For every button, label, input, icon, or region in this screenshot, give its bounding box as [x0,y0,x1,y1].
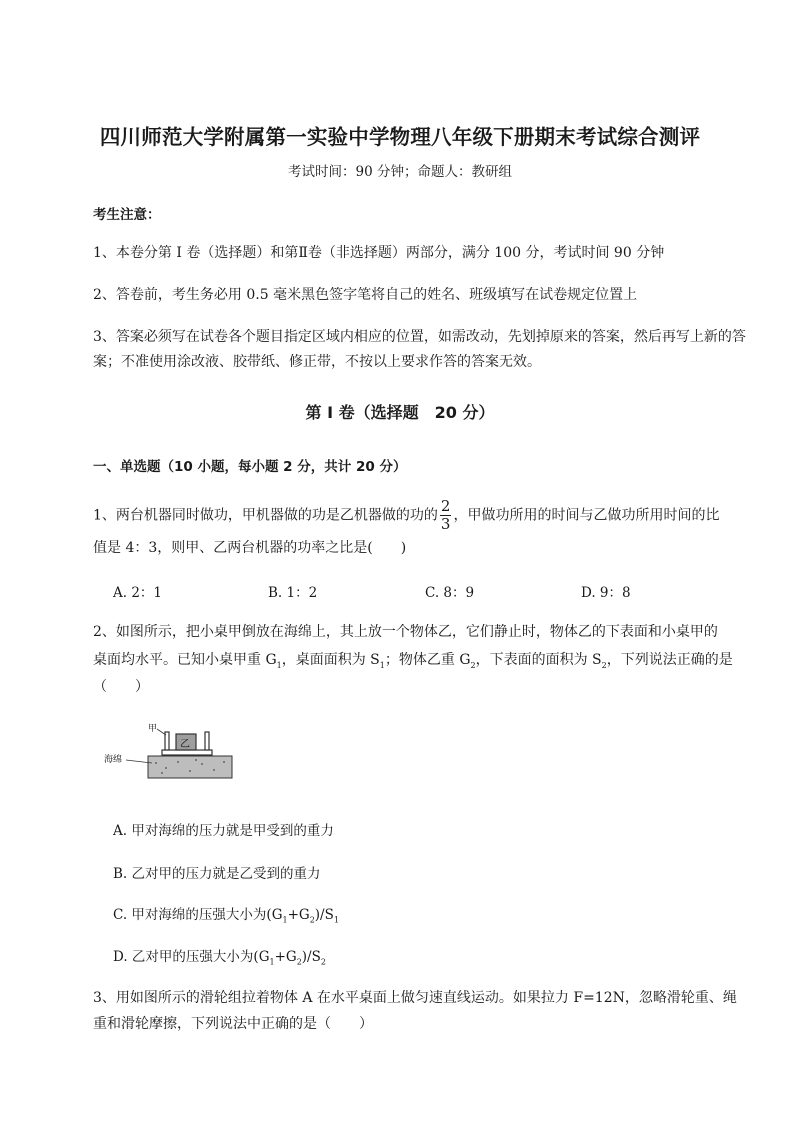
q2-d-text-a: D. 乙对甲的压强大小为(G [113,949,270,965]
label-yi: 乙 [180,739,190,750]
q2-text-a: 桌面均水平。已知小桌甲重 G [93,652,277,668]
subscript: 2 [601,660,607,670]
q1-line-2: 值是 4：3，则甲、乙两台机器的功率之比是( ) [93,540,407,556]
subscript: 2 [470,660,476,670]
q2-line-2 [93,648,753,678]
q2-text-b: ，桌面面积为 S [281,652,380,668]
q2-c-text-b: +G [287,907,310,923]
question-1 [93,498,753,533]
fraction-denominator: 3 [440,515,451,533]
table-leg-right [205,732,209,750]
subscript: 1 [333,915,339,925]
table-top [162,750,212,755]
q2-text-c: ；物体乙重 G [384,652,471,668]
fraction-numerator: 2 [440,497,451,515]
section-title: 第 I 卷（选择题 20 分） [305,403,495,422]
sponge-block [148,756,232,778]
q3-line-2: 重和滑轮摩擦，下列说法中正确的是（ ） [93,1016,373,1032]
q2-line-1: 2、如图所示，把小桌甲倒放在海绵上，其上放一个物体乙，它们静止时，物体乙的下表面和小桌甲的 [93,624,718,640]
notice-heading: 考生注意： [93,207,161,223]
q2-option-a: A. 甲对海绵的压力就是甲受到的重力 [113,823,334,839]
q2-d-text-c: )/S [301,949,321,965]
q2-c-text-c: )/S [314,907,334,923]
q1-option-c: C. 8：9 [425,585,475,601]
subscript: 1 [269,957,275,967]
q1-option-b: B. 1：2 [268,585,318,601]
notice-item-3: 3、答案必须写在试卷各个题目指定区域内相应的位置，如需改动，先划掉原来的答案，然后再写上新的答案；不准使用涂改液、胶带纸、修正带，不按以上要求作答的答案无效。 [93,329,746,370]
label-jia: 甲 [148,724,158,734]
q2-text-d: ，下表面的面积为 S [475,652,602,668]
q1-option-a: A. 2：1 [113,585,163,601]
q1-option-d: D. 9：8 [581,585,631,601]
q1-text-after: ，甲做功所用的时间与乙做功所用时间的比 [453,507,720,524]
q2-option-b: B. 乙对甲的压力就是乙受到的重力 [113,866,321,882]
q2-option-c [113,903,339,925]
exam-info: 考试时间：90 分钟；命题人：教研组 [288,164,512,180]
subscript: 2 [309,915,315,925]
subscript: 2 [320,957,326,967]
subscript: 1 [276,660,282,670]
q1-text-before: 1、两台机器同时做功，甲机器做的功是乙机器做的功的 [93,507,438,524]
q2-c-text-a: C. 甲对海绵的压强大小为(G [113,907,283,923]
sponge-table-figure [104,718,234,780]
q3-line-1: 3、用如图所示的滑轮组拉着物体 A 在水平桌面上做匀速直线运动。如果拉力 F=12N，忽略滑轮重、绳 [93,990,737,1006]
label-sponge: 海绵 [104,755,123,765]
fraction [440,498,452,533]
page-title: 四川师范大学附属第一实验中学物理八年级下册期末考试综合测评 [99,125,701,149]
q2-option-d [113,945,326,967]
notice-item-1: 1、本卷分第 I 卷（选择题）和第Ⅱ卷（非选择题）两部分，满分 100 分，考试时间 90 分钟 [93,245,665,261]
q2-line-3: （ ） [93,679,149,695]
q2-d-text-b: +G [274,949,297,965]
notice-item-2: 2、答卷前，考生务必用 0.5 毫米黑色签字笔将自己的姓名、班级填写在试卷规定位置上 [93,287,638,303]
subscript: 2 [296,957,302,967]
q2-text-e: ，下列说法正确的是 [606,652,733,668]
part-heading: 一、单选题（10 小题，每小题 2 分，共计 20 分） [93,459,407,475]
subscript: 1 [379,660,385,670]
subscript: 1 [282,915,288,925]
